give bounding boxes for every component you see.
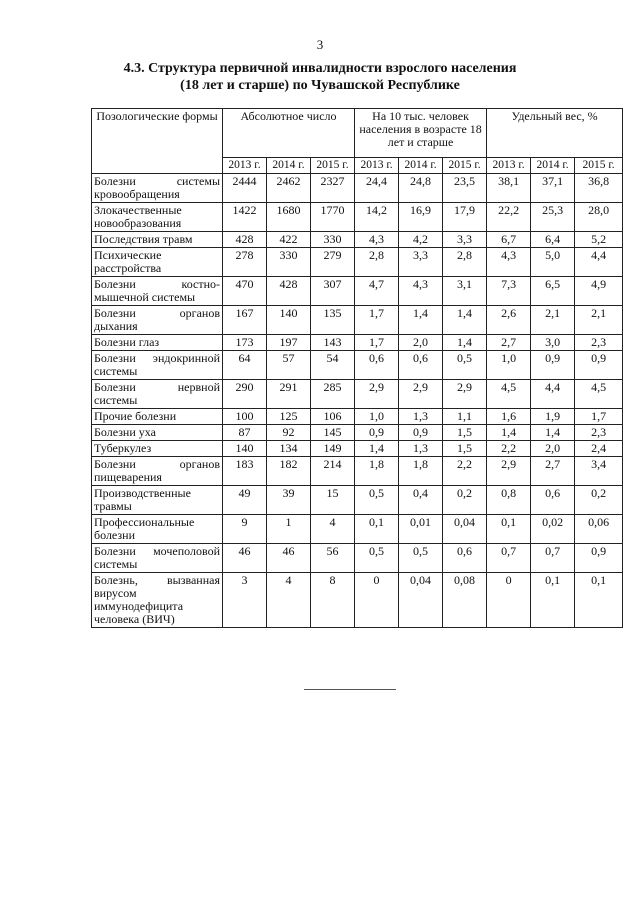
value-cell: 2,8 (443, 248, 487, 277)
table-row (92, 203, 623, 232)
value-cell: 1,7 (575, 409, 623, 425)
value-cell: 28,0 (575, 203, 623, 232)
value-cell: 140 (267, 306, 311, 335)
header-year: 2015 г. (575, 158, 623, 174)
value-cell: 1,5 (443, 441, 487, 457)
header-per-10k: На 10 тыс. человек населения в возрасте 18 лет и старше (355, 109, 487, 158)
value-cell: 2,9 (399, 380, 443, 409)
value-cell: 0,6 (355, 351, 399, 380)
value-cell: 46 (267, 544, 311, 573)
value-cell: 7,3 (487, 277, 531, 306)
value-cell: 56 (311, 544, 355, 573)
value-cell: 16,9 (399, 203, 443, 232)
value-cell: 1,5 (443, 425, 487, 441)
header-year: 2014 г. (267, 158, 311, 174)
value-cell: 1,4 (355, 441, 399, 457)
value-cell: 0,6 (399, 351, 443, 380)
header-year: 2013 г. (355, 158, 399, 174)
value-cell: 2,1 (575, 306, 623, 335)
value-cell: 4,7 (355, 277, 399, 306)
value-cell: 0,2 (443, 486, 487, 515)
value-cell: 87 (223, 425, 267, 441)
value-cell: 0,9 (355, 425, 399, 441)
value-cell: 0,1 (531, 573, 575, 628)
value-cell: 145 (311, 425, 355, 441)
value-cell: 4,5 (487, 380, 531, 409)
value-cell: 330 (267, 248, 311, 277)
value-cell: 183 (223, 457, 267, 486)
page-number: 3 (316, 37, 324, 52)
table-row (92, 380, 623, 409)
value-cell: 57 (267, 351, 311, 380)
value-cell: 1770 (311, 203, 355, 232)
value-cell: 1,0 (487, 351, 531, 380)
value-cell: 0,6 (531, 486, 575, 515)
value-cell: 1 (267, 515, 311, 544)
header-year: 2013 г. (487, 158, 531, 174)
row-label: Болезни мочеполовой системы (92, 544, 223, 573)
value-cell: 0,7 (531, 544, 575, 573)
value-cell: 290 (223, 380, 267, 409)
value-cell: 1,7 (355, 335, 399, 351)
value-cell: 2,0 (531, 441, 575, 457)
value-cell: 4 (267, 573, 311, 628)
value-cell: 1422 (223, 203, 267, 232)
value-cell: 0,1 (487, 515, 531, 544)
value-cell: 0,02 (531, 515, 575, 544)
value-cell: 0,08 (443, 573, 487, 628)
value-cell: 0,4 (399, 486, 443, 515)
value-cell: 6,4 (531, 232, 575, 248)
table-row (92, 544, 623, 573)
value-cell: 2444 (223, 174, 267, 203)
header-row-main (92, 109, 623, 158)
value-cell: 0,04 (399, 573, 443, 628)
value-cell: 0 (355, 573, 399, 628)
header-share: Удельный вес, % (487, 109, 623, 158)
value-cell: 0,1 (355, 515, 399, 544)
value-cell: 0,06 (575, 515, 623, 544)
table-row (92, 335, 623, 351)
value-cell: 2,9 (355, 380, 399, 409)
value-cell: 1,8 (399, 457, 443, 486)
value-cell: 4,5 (575, 380, 623, 409)
row-label: Болезни системы кровообращения (92, 174, 223, 203)
row-label: Последствия травм (92, 232, 223, 248)
value-cell: 1,4 (487, 425, 531, 441)
value-cell: 428 (223, 232, 267, 248)
value-cell: 1,4 (443, 306, 487, 335)
value-cell: 2462 (267, 174, 311, 203)
row-label: Злокачественные новообразования (92, 203, 223, 232)
value-cell: 0,1 (575, 573, 623, 628)
value-cell: 25,3 (531, 203, 575, 232)
value-cell: 1,7 (355, 306, 399, 335)
value-cell: 1,4 (399, 306, 443, 335)
value-cell: 0,7 (487, 544, 531, 573)
value-cell: 1,8 (355, 457, 399, 486)
value-cell: 2,8 (355, 248, 399, 277)
value-cell: 0,9 (575, 544, 623, 573)
table-row (92, 174, 623, 203)
value-cell: 2,2 (487, 441, 531, 457)
value-cell: 24,4 (355, 174, 399, 203)
value-cell: 6,5 (531, 277, 575, 306)
value-cell: 285 (311, 380, 355, 409)
value-cell: 291 (267, 380, 311, 409)
value-cell: 143 (311, 335, 355, 351)
value-cell: 3,3 (443, 232, 487, 248)
value-cell: 4,4 (575, 248, 623, 277)
row-label: Болезни уха (92, 425, 223, 441)
value-cell: 3,1 (443, 277, 487, 306)
value-cell: 2,2 (443, 457, 487, 486)
value-cell: 4,4 (531, 380, 575, 409)
value-cell: 140 (223, 441, 267, 457)
row-label: Профессиональные болезни (92, 515, 223, 544)
value-cell: 0,5 (355, 486, 399, 515)
value-cell: 2,7 (487, 335, 531, 351)
table-row (92, 351, 623, 380)
value-cell: 2327 (311, 174, 355, 203)
value-cell: 15 (311, 486, 355, 515)
header-category: Позологические формы (92, 109, 223, 174)
value-cell: 38,1 (487, 174, 531, 203)
table-row (92, 277, 623, 306)
value-cell: 8 (311, 573, 355, 628)
row-label: Болезни органов пищеварения (92, 457, 223, 486)
value-cell: 1,6 (487, 409, 531, 425)
value-cell: 125 (267, 409, 311, 425)
value-cell: 0,9 (399, 425, 443, 441)
value-cell: 330 (311, 232, 355, 248)
value-cell: 5,0 (531, 248, 575, 277)
header-absolute: Абсолютное число (223, 109, 355, 158)
table-row (92, 248, 623, 277)
value-cell: 2,4 (575, 441, 623, 457)
value-cell: 36,8 (575, 174, 623, 203)
value-cell: 1680 (267, 203, 311, 232)
value-cell: 22,2 (487, 203, 531, 232)
value-cell: 0,04 (443, 515, 487, 544)
value-cell: 49 (223, 486, 267, 515)
table-row (92, 425, 623, 441)
table-row (92, 441, 623, 457)
value-cell: 2,3 (575, 335, 623, 351)
table-row (92, 515, 623, 544)
value-cell: 64 (223, 351, 267, 380)
header-year: 2014 г. (531, 158, 575, 174)
value-cell: 135 (311, 306, 355, 335)
value-cell: 1,4 (443, 335, 487, 351)
row-label: Производственные травмы (92, 486, 223, 515)
value-cell: 134 (267, 441, 311, 457)
value-cell: 278 (223, 248, 267, 277)
title-line-1: 4.3. Структура первичной инвалидности взрослого населения (123, 61, 517, 76)
value-cell: 173 (223, 335, 267, 351)
value-cell: 307 (311, 277, 355, 306)
value-cell: 1,1 (443, 409, 487, 425)
header-year: 2013 г. (223, 158, 267, 174)
row-label: Прочие болезни (92, 409, 223, 425)
value-cell: 9 (223, 515, 267, 544)
value-cell: 422 (267, 232, 311, 248)
row-label: Болезни органов дыхания (92, 306, 223, 335)
value-cell: 1,3 (399, 409, 443, 425)
value-cell: 54 (311, 351, 355, 380)
value-cell: 1,4 (531, 425, 575, 441)
value-cell: 100 (223, 409, 267, 425)
value-cell: 470 (223, 277, 267, 306)
value-cell: 92 (267, 425, 311, 441)
value-cell: 2,7 (531, 457, 575, 486)
value-cell: 0,5 (355, 544, 399, 573)
value-cell: 4,3 (487, 248, 531, 277)
value-cell: 5,2 (575, 232, 623, 248)
value-cell: 167 (223, 306, 267, 335)
value-cell: 1,0 (355, 409, 399, 425)
value-cell: 4,9 (575, 277, 623, 306)
value-cell: 428 (267, 277, 311, 306)
value-cell: 4,3 (399, 277, 443, 306)
row-label: Болезни глаз (92, 335, 223, 351)
value-cell: 23,5 (443, 174, 487, 203)
value-cell: 0,9 (575, 351, 623, 380)
header-year: 2015 г. (311, 158, 355, 174)
value-cell: 17,9 (443, 203, 487, 232)
table-row (92, 409, 623, 425)
value-cell: 2,1 (531, 306, 575, 335)
value-cell: 3,0 (531, 335, 575, 351)
row-label: Болезни нервной системы (92, 380, 223, 409)
footer-separator (304, 689, 396, 690)
table-row (92, 573, 623, 628)
value-cell: 2,9 (443, 380, 487, 409)
value-cell: 197 (267, 335, 311, 351)
value-cell: 214 (311, 457, 355, 486)
title-line-2: (18 лет и старше) по Чувашской Республике (180, 78, 460, 93)
value-cell: 3 (223, 573, 267, 628)
value-cell: 0 (487, 573, 531, 628)
value-cell: 3,3 (399, 248, 443, 277)
table-body (92, 174, 623, 628)
value-cell: 182 (267, 457, 311, 486)
value-cell: 4 (311, 515, 355, 544)
value-cell: 24,8 (399, 174, 443, 203)
value-cell: 0,2 (575, 486, 623, 515)
value-cell: 2,0 (399, 335, 443, 351)
value-cell: 0,8 (487, 486, 531, 515)
row-label: Психические расстройства (92, 248, 223, 277)
header-year: 2015 г. (443, 158, 487, 174)
row-label: Болезни костно-мышечной системы (92, 277, 223, 306)
value-cell: 46 (223, 544, 267, 573)
value-cell: 4,2 (399, 232, 443, 248)
row-label: Болезни эндокринной системы (92, 351, 223, 380)
value-cell: 39 (267, 486, 311, 515)
value-cell: 0,5 (399, 544, 443, 573)
value-cell: 4,3 (355, 232, 399, 248)
value-cell: 2,9 (487, 457, 531, 486)
value-cell: 14,2 (355, 203, 399, 232)
table-row (92, 232, 623, 248)
value-cell: 0,5 (443, 351, 487, 380)
value-cell: 0,9 (531, 351, 575, 380)
table-title (90, 60, 550, 94)
value-cell: 2,6 (487, 306, 531, 335)
value-cell: 106 (311, 409, 355, 425)
disability-structure-table (91, 108, 623, 628)
value-cell: 279 (311, 248, 355, 277)
value-cell: 1,9 (531, 409, 575, 425)
value-cell: 37,1 (531, 174, 575, 203)
table-row (92, 457, 623, 486)
value-cell: 0,01 (399, 515, 443, 544)
value-cell: 3,4 (575, 457, 623, 486)
value-cell: 6,7 (487, 232, 531, 248)
value-cell: 149 (311, 441, 355, 457)
row-label: Туберкулез (92, 441, 223, 457)
value-cell: 2,3 (575, 425, 623, 441)
row-label: Болезнь, вызванная вирусом иммунодефицита человека (ВИЧ) (92, 573, 223, 628)
header-year: 2014 г. (399, 158, 443, 174)
table-row (92, 306, 623, 335)
value-cell: 1,3 (399, 441, 443, 457)
value-cell: 0,6 (443, 544, 487, 573)
table-row (92, 486, 623, 515)
